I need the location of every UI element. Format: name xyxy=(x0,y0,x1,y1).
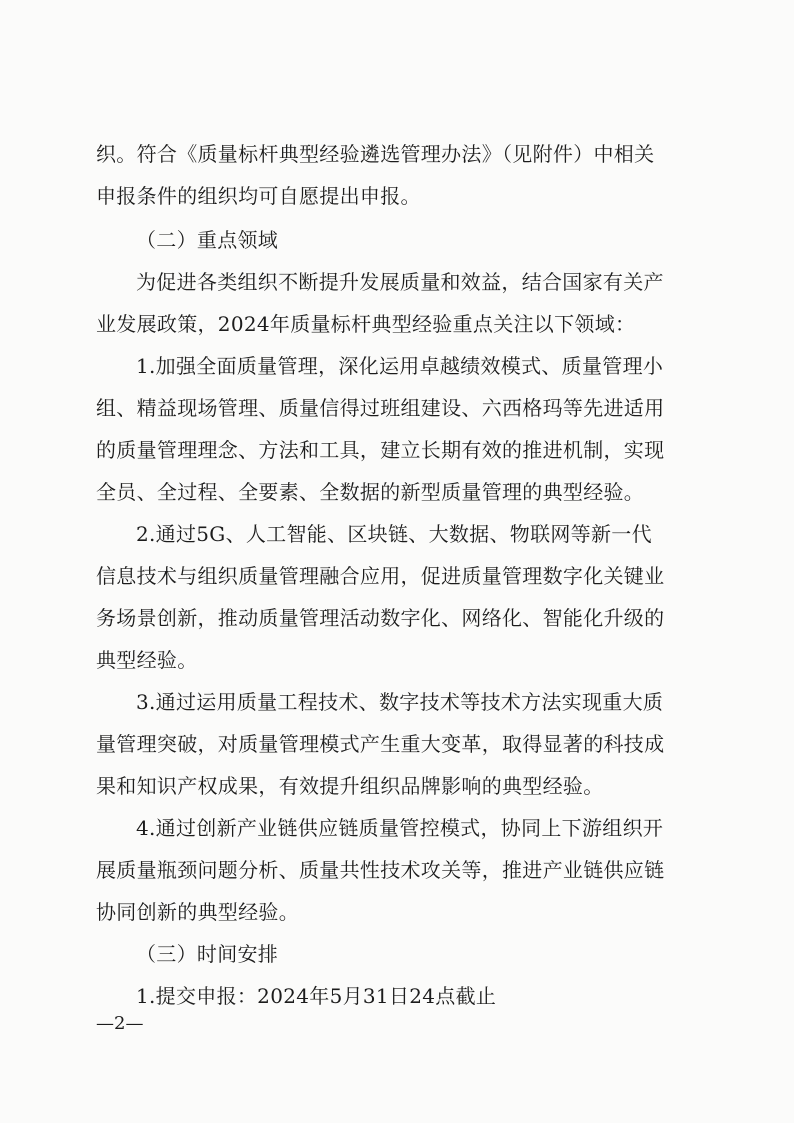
item-2-line-3: 务场景创新，推动质量管理活动数字化、网络化、智能化升级的 xyxy=(96,606,665,630)
item-2-line-1: 2.通过5G、人工智能、区块链、大数据、物联网等新一代 xyxy=(136,522,652,546)
body-line-3: 为促进各类组织不断提升发展质量和效益，结合国家有关产 xyxy=(136,270,664,294)
item-3-line-2: 量管理突破，对质量管理模式产生重大变革，取得显著的科技成 xyxy=(96,732,665,756)
item-3-line-3: 果和知识产权成果，有效提升组织品牌影响的典型经验。 xyxy=(96,774,604,798)
page-number: —2— xyxy=(96,1013,144,1034)
body-line-4: 业发展政策，2024年质量标杆典型经验重点关注以下领域： xyxy=(96,312,636,336)
item-4-line-3: 协同创新的典型经验。 xyxy=(96,900,299,924)
section-heading-schedule: （三）时间安排 xyxy=(136,942,279,966)
schedule-item-1: 1.提交申报：2024年5月31日24点截止 xyxy=(136,984,497,1008)
item-3-line-1: 3.通过运用质量工程技术、数字技术等技术方法实现重大质 xyxy=(136,690,664,714)
body-line-1: 织。符合《质量标杆典型经验遴选管理办法》（见附件）中相关 xyxy=(96,142,655,166)
item-1-line-1: 1.加强全面质量管理，深化运用卓越绩效模式、质量管理小 xyxy=(136,354,664,378)
item-4-line-2: 展质量瓶颈问题分析、质量共性技术攻关等，推进产业链供应链 xyxy=(96,858,665,882)
body-line-2: 申报条件的组织均可自愿提出申报。 xyxy=(96,184,421,208)
item-1-line-3: 的质量管理理念、方法和工具，建立长期有效的推进机制，实现 xyxy=(96,438,665,462)
item-1-line-4: 全员、全过程、全要素、全数据的新型质量管理的典型经验。 xyxy=(96,480,645,504)
section-heading-focus-areas: （二）重点领域 xyxy=(136,228,279,252)
item-2-line-2: 信息技术与组织质量管理融合应用，促进质量管理数字化关键业 xyxy=(96,564,665,588)
item-4-line-1: 4.通过创新产业链供应链质量管控模式，协同上下游组织开 xyxy=(136,816,664,840)
item-1-line-2: 组、精益现场管理、质量信得过班组建设、六西格玛等先进适用 xyxy=(96,396,665,420)
item-2-line-4: 典型经验。 xyxy=(96,648,198,672)
